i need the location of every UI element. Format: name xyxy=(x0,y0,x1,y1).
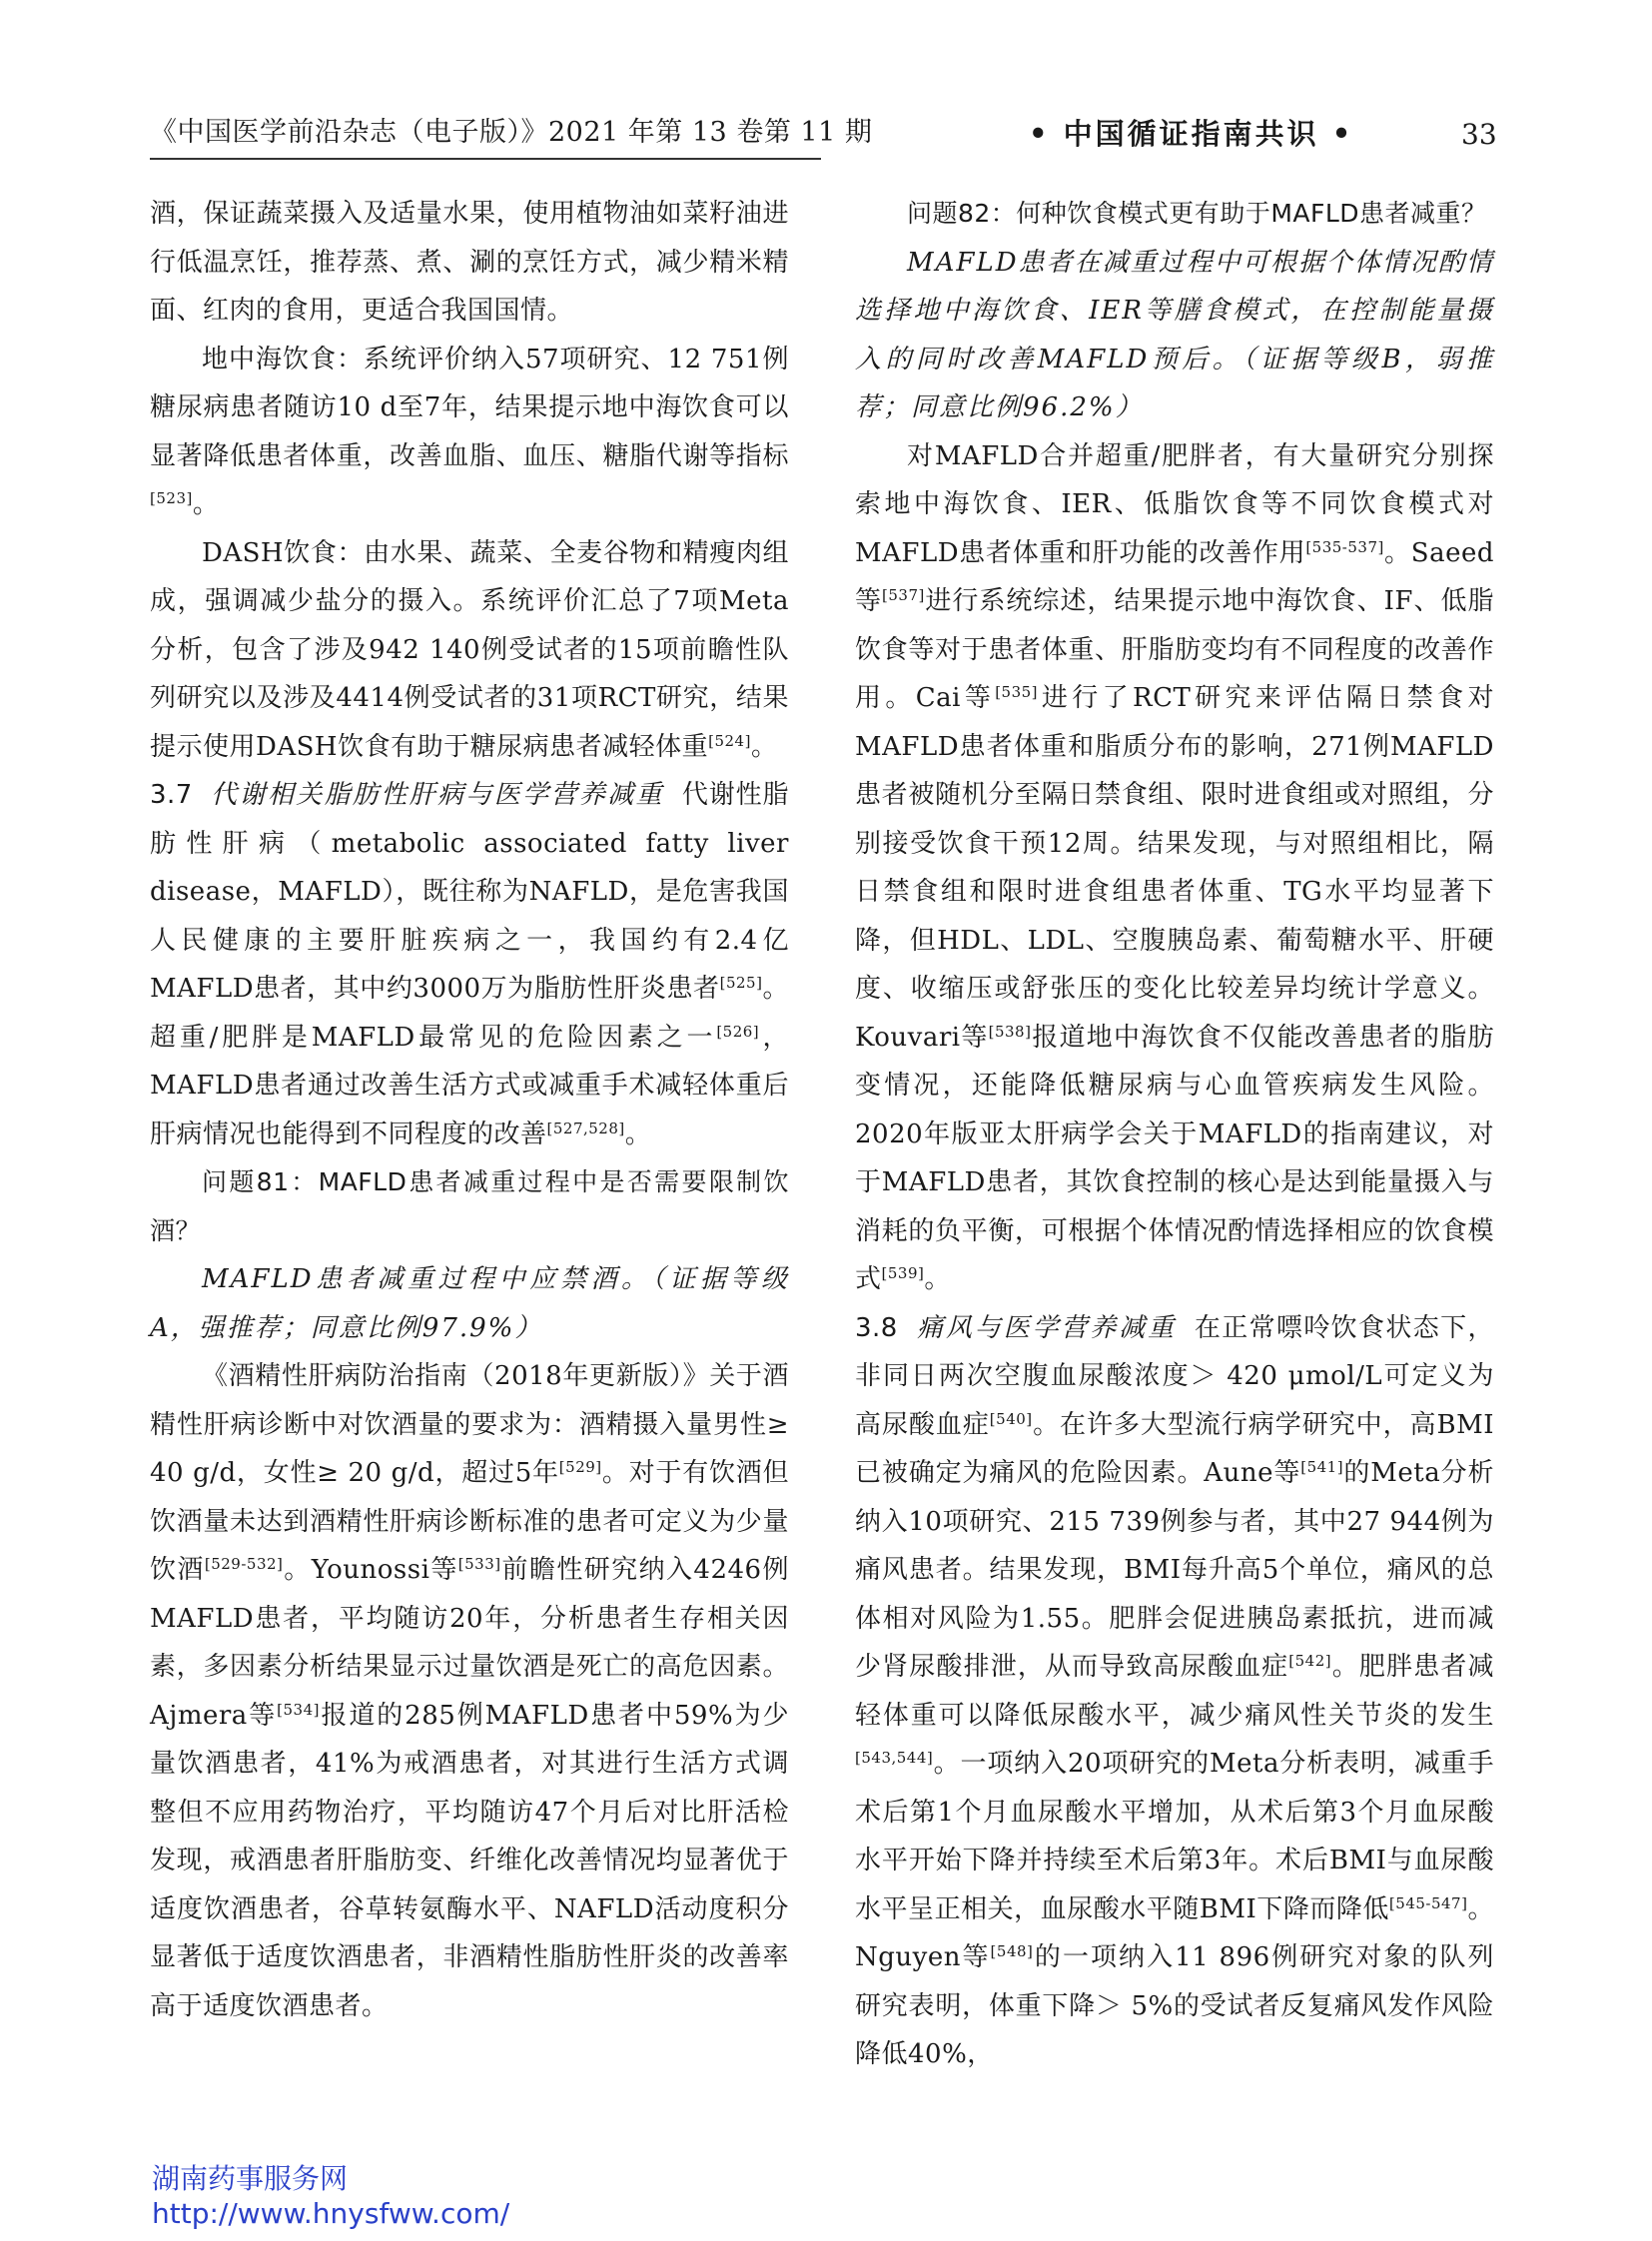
section-header: • 中国循证指南共识 • xyxy=(1029,117,1354,151)
watermark xyxy=(152,2157,509,2230)
page-number: 33 xyxy=(1461,118,1497,151)
section-title: 代谢相关脂肪性肝病与医学营养减重 xyxy=(211,780,664,810)
paragraph: 《酒精性肝病防治指南（2018年更新版）》关于酒精性肝病诊断中对饮酒量的要求为：酒精摄入量男性≥ 40 g/d，女性≥ 20 g/d，超过5年[529]。对于有饮酒但饮酒量未达到酒精性肝病诊断标准的患者可定义为少量饮酒[529-532]。Younossi等[533]前瞻性研究纳入4246例MAFLD患者，平均随访20年，分析患者生存相关因素，多因素分析结果显示过量饮酒是死亡的高危因素。Ajmera等[534]报道的285例MAFLD患者中59%为少量饮酒患者，41%为戒酒患者，对其进行生活方式调整但不应用药物治疗，平均随访47个月后对比肝活检发现，戒酒患者肝脂肪变、纤维化改善情况均显著优于适度饮酒患者，谷草转氨酶水平、NAFLD活动度积分显著低于适度饮酒患者，非酒精性脂肪性肝炎的改善率高于适度饮酒患者。 xyxy=(150,1361,790,2021)
citation: [542] xyxy=(1288,1652,1332,1670)
citation: [533] xyxy=(457,1555,501,1573)
paragraph: 酒，保证蔬菜摄入及适量水果，使用植物油如菜籽油进行低温烹饪，推荐蒸、煮、涮的烹饪方式，减少精米精面、红肉的食用，更适合我国国情。 xyxy=(150,199,789,326)
recommendation: MAFLD患者在减重过程中可根据个体情况酌情选择地中海饮食、IER等膳食模式，在控制能量摄入的同时改善MAFLD预后。（证据等级B，弱推荐；同意比例96.2%） xyxy=(855,247,1494,422)
section-paragraph: 3.7 代谢相关脂肪性肝病与医学营养减重 代谢性脂肪性肝病（metabolic associated fatty liver disease，MAFLD），既往称为NAFLD，是危害我国人民健康的主要肝脏疾病之一，我国约有2.4亿MAFLD患者，其中约3000万为脂肪性肝炎患者[525]。超重/肥胖是MAFLD最常见的危险因素之一[526]，MAFLD患者通过改善生活方式或减重手术减轻体重后肝病情况也能得到不同程度的改善[527,528]。 xyxy=(150,780,789,1149)
citation: [524] xyxy=(708,731,751,750)
section-number: 3.8 xyxy=(855,1312,898,1343)
question: 问题82：何种饮食模式更有助于MAFLD患者减重？ xyxy=(907,199,1487,228)
citation: [526] xyxy=(716,1022,760,1041)
header-rule xyxy=(150,158,821,160)
citation: [527,528] xyxy=(546,1119,625,1137)
journal-header: 《中国医学前沿杂志（电子版）》2021 年第 13 卷第 11 期 xyxy=(150,117,873,148)
citation: [525] xyxy=(719,974,763,992)
citation: [543,544] xyxy=(855,1749,934,1767)
section-paragraph: 3.8 痛风与医学营养减重 在正常嘌呤饮食状态下，非同日两次空腹血尿酸浓度＞ 420 μmol/L可定义为高尿酸血症[540]。在许多大型流行病学研究中，高BMI已被确定为痛风的危险因素。Aune等[541]的Meta分析纳入10项研究、215 739例参与者，其中27 944例为痛风患者。结果发现，BMI每升高5个单位，痛风的总体相对风险为1.55。肥胖会促进胰岛素抵抗，进而减少肾尿酸排泄，从而导致高尿酸血症[542]。肥胖患者减轻体重可以降低尿酸水平，减少痛风性关节炎的发生[543,544]。一项纳入20项研究的Meta分析表明，减重手术后第1个月血尿酸水平增加，从术后第3个月血尿酸水平开始下降并持续至术后第3年。术后BMI与血尿酸水平呈正相关，血尿酸水平随BMI下降而降低[545-547]。Nguyen等[548]的一项纳入11 896例研究对象的队列研究表明，体重下降＞ 5%的受试者反复痛风发作风险降低40%， xyxy=(855,1312,1495,2069)
citation: [548] xyxy=(990,1942,1034,1960)
paragraph: DASH饮食：由水果、蔬菜、全麦谷物和精瘦肉组成，强调减少盐分的摄入。系统评价汇总了7项Meta分析，包含了涉及942 140例受试者的15项前瞻性队列研究以及涉及4414例受试者的31项RCT研究，结果提示使用DASH饮食有助于糖尿病患者减轻体重[524]。 xyxy=(150,537,789,762)
watermark-name: 湖南药事服务网 xyxy=(152,2162,349,2195)
paragraph: 对MAFLD合并超重/肥胖者，有大量研究分别探索地中海饮食、IER、低脂饮食等不同饮食模式对MAFLD患者体重和肝功能的改善作用[535-537]。Saeed等[537]进行系统综述，结果提示地中海饮食、IF、低脂饮食等对于患者体重、肝脂肪变均有不同程度的改善作用。Cai等[535]进行了RCT研究来评估隔日禁食对MAFLD患者体重和脂质分布的影响，271例MAFLD患者被随机分至隔日禁食组、限时进食组或对照组，分别接受饮食干预12周。结果发现，与对照组相比，隔日禁食组和限时进食组患者体重、TG水平均显著下降，但HDL、LDL、空腹胰岛素、葡萄糖水平、肝硬度、收缩压或舒张压的变化比较差异均统计学意义。Kouvari等[538]报道地中海饮食不仅能改善患者的脂肪变情况，还能降低糖尿病与心血管疾病发生风险。2020年版亚太肝病学会关于MAFLD的指南建议，对于MAFLD患者，其饮食控制的核心是达到能量摄入与消耗的负平衡，可根据个体情况酌情选择相应的饮食模式[539]。 xyxy=(855,440,1494,1294)
left-column xyxy=(150,190,789,2030)
section-number: 3.7 xyxy=(150,780,193,810)
citation: [541] xyxy=(1300,1458,1344,1476)
right-column xyxy=(855,190,1494,2079)
citation: [535] xyxy=(995,683,1039,701)
citation: [529-532] xyxy=(204,1555,284,1573)
citation: [545-547] xyxy=(1388,1893,1468,1912)
watermark-url[interactable]: http://www.hnysfww.com/ xyxy=(152,2197,510,2230)
citation: [529] xyxy=(558,1458,602,1476)
question: 问题81：MAFLD患者减重过程中是否需要限制饮酒？ xyxy=(150,1167,789,1245)
citation: [539] xyxy=(881,1264,925,1282)
section-title: 痛风与医学营养减重 xyxy=(917,1312,1177,1343)
paragraph: 地中海饮食：系统评价纳入57项研究、12 751例糖尿病患者随访10 d至7年，结果提示地中海饮食可以显著降低患者体重，改善血脂、血压、糖脂代谢等指标[523]。 xyxy=(150,344,789,519)
citation: [534] xyxy=(277,1700,320,1719)
recommendation: MAFLD患者减重过程中应禁酒。（证据等级A，强推荐；同意比例97.9%） xyxy=(150,1264,789,1343)
citation: [537] xyxy=(882,586,925,604)
citation: [535-537] xyxy=(1305,537,1384,556)
citation: [540] xyxy=(989,1409,1033,1428)
citation: [523] xyxy=(150,489,193,507)
citation: [538] xyxy=(988,1022,1032,1041)
